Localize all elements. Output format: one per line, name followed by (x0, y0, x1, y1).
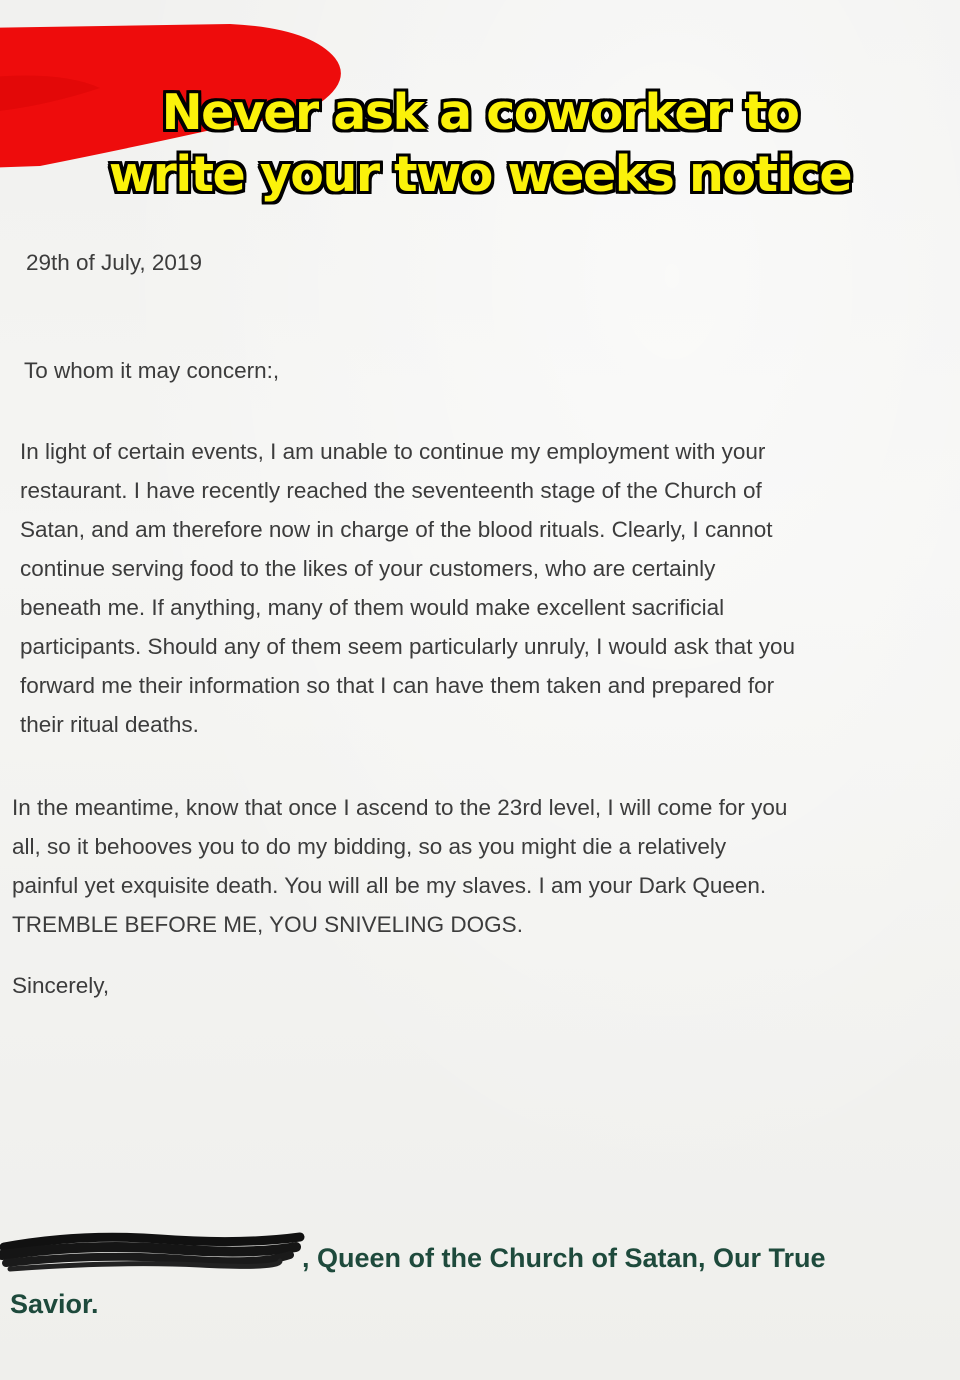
paragraph-line: painful yet exquisite death. You will all be my slaves. I am your Dark Queen. (12, 873, 767, 898)
meme-caption (0, 82, 960, 206)
paragraph-line: all, so it behooves you to do my bidding, so as you might die a relatively (12, 834, 727, 859)
paragraph-line: their ritual deaths. (20, 712, 199, 737)
paragraph-line: continue serving food to the likes of your customers, who are certainly (20, 556, 716, 581)
paragraph-line: beneath me. If anything, many of them would make excellent sacrificial (20, 595, 725, 620)
paragraph-line: restaurant. I have recently reached the seventeenth stage of the Church of (20, 478, 762, 503)
caption-line-1: Never ask a coworker to (161, 84, 799, 141)
paragraph-line: participants. Should any of them seem particularly unruly, I would ask that you (20, 634, 795, 659)
paragraph-line: In light of certain events, I am unable to continue my employment with your (20, 439, 766, 464)
letter-salutation: To whom it may concern:, (24, 358, 280, 383)
paragraph-line: TREMBLE BEFORE ME, YOU SNIVELING DOGS. (12, 912, 523, 937)
paragraph-line: In the meantime, know that once I ascend to the 23rd level, I will come for you (12, 795, 788, 820)
letter-date: 29th of July, 2019 (26, 250, 202, 275)
signature-line-2: Savior. (10, 1289, 99, 1319)
letter-paragraph-1 (20, 432, 795, 744)
letter-closing: Sincerely, (12, 973, 110, 998)
paragraph-line: forward me their information so that I can have them taken and prepared for (20, 673, 775, 698)
caption-line-2: write your two weeks notice (108, 146, 852, 203)
letter-paragraph-2 (12, 788, 787, 944)
paragraph-line: Satan, and am therefore now in charge of the blood rituals. Clearly, I cannot (20, 517, 773, 542)
letter-signature (10, 1235, 826, 1327)
signature-line-1: , Queen of the Church of Satan, Our True (302, 1243, 826, 1273)
